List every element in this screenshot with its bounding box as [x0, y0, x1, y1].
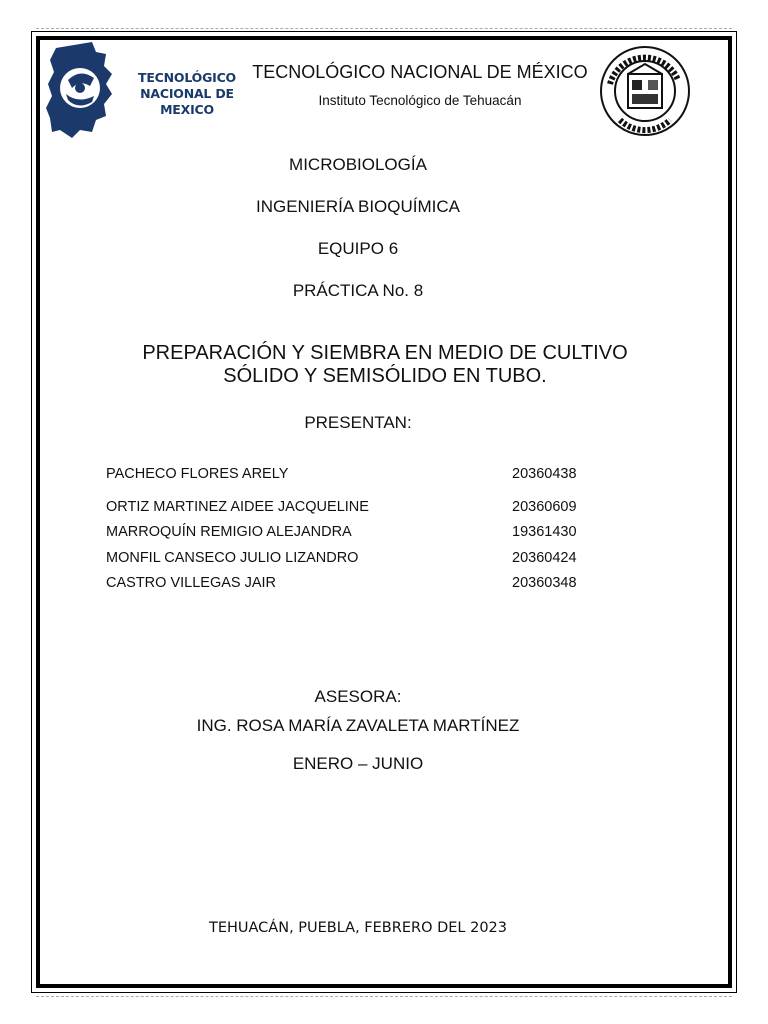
academic-period: ENERO – JUNIO: [292, 754, 424, 773]
tecnm-logo-line2: NACIONAL DE MEXICO: [140, 86, 234, 117]
document-title-line1: PREPARACIÓN Y SIEMBRA EN MEDIO DE CULTIVO: [142, 342, 628, 364]
document-title: [90, 342, 680, 388]
student-id: 19361430: [512, 524, 577, 540]
document-title-line2: SÓLIDO Y SEMISÓLIDO EN TUBO.: [223, 365, 547, 387]
tehuacan-seal-logo: [598, 44, 692, 138]
presenters-label: PRESENTAN:: [304, 413, 412, 432]
tecnm-logo-line1: TECNOLÓGICO: [138, 70, 236, 85]
team: EQUIPO 6: [317, 239, 399, 258]
subject: MICROBIOLOGÍA: [289, 155, 427, 174]
top-dashed-rule: [36, 28, 732, 29]
practice-number: PRÁCTICA No. 8: [292, 281, 424, 300]
student-name: MONFIL CANSECO JULIO LIZANDRO: [106, 550, 359, 566]
student-id: 20360348: [512, 575, 577, 591]
student-name: CASTRO VILLEGAS JAIR: [106, 575, 277, 591]
student-id: 20360424: [512, 550, 577, 566]
student-name: MARROQUÍN REMIGIO ALEJANDRA: [106, 524, 352, 540]
student-name: PACHECO FLORES ARELY: [106, 466, 289, 482]
student-id: 20360438: [512, 466, 577, 482]
advisor-name: ING. ROSA MARÍA ZAVALETA MARTÍNEZ: [196, 716, 520, 735]
student-name: ORTIZ MARTINEZ AIDEE JACQUELINE: [106, 499, 369, 515]
institution-name: TECNOLÓGICO NACIONAL DE MÉXICO: [252, 62, 588, 82]
place-and-date: TEHUACÁN, PUEBLA, FEBRERO DEL 2023: [208, 920, 508, 936]
tecnm-gear-logo: [46, 40, 112, 138]
student-id: 20360609: [512, 499, 577, 515]
bottom-dashed-rule: [36, 996, 732, 997]
campus-name: Instituto Tecnológico de Tehuacán: [318, 93, 522, 108]
tecnm-logo-wordmark: [112, 70, 262, 118]
career: INGENIERÍA BIOQUÍMICA: [255, 197, 461, 216]
advisor-label: ASESORA:: [314, 687, 402, 706]
